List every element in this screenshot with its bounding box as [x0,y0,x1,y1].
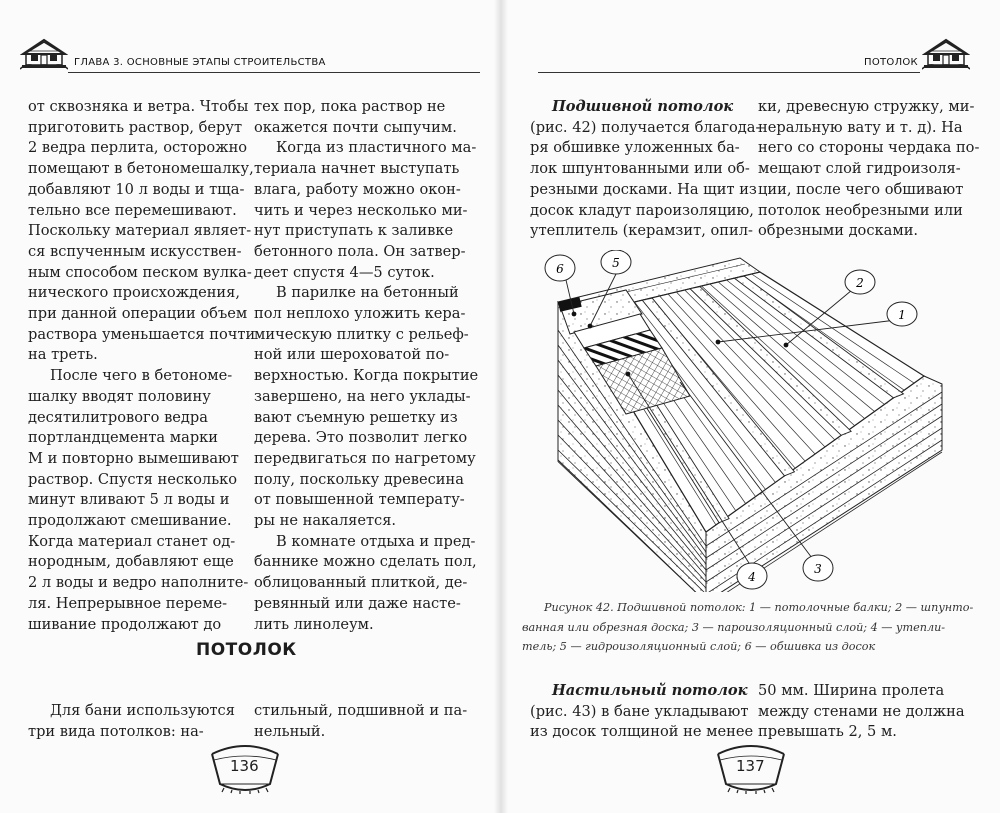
text-line: баннике можно сделать пол, [254,553,477,571]
text-column-1 [530,97,761,242]
text-line: десятилитрового ведра [28,408,208,426]
text-line: обрезными досками. [758,222,919,240]
text-line: тех пор, пока раствор не [254,98,446,115]
text-line: завершено, на него уклады- [254,387,471,405]
svg-text:6: 6 [556,262,564,276]
text-line: М и повторно вымешивают [28,449,239,467]
text-line: потолок необрезными или [758,201,963,219]
running-head: ПОТОЛОК [864,57,918,68]
text-line: нического происхождения, [28,284,241,302]
text-line: деет спустя 4—5 суток. [254,263,435,281]
text-line: от сквозняка и ветра. Чтобы [28,98,249,115]
text-line: ным способом песком вулка- [28,263,252,281]
text-line: лок шпунтованными или об- [530,160,750,178]
callout-3 [803,555,833,581]
text-line: неральную вату и т. д). На [758,118,963,136]
text-line: портландцемента марки [28,429,219,447]
text-line: ля. Непрерывное переме- [28,594,228,612]
text-line: После чего в бетономе- [50,367,233,385]
text-line: ры не накаляется. [254,512,397,530]
text-line: облицованный плиткой, де- [254,574,468,592]
callout-6 [545,255,575,281]
text-line: ки, древесную стружку, ми- [758,98,975,115]
bathhouse-logo-icon [20,38,68,70]
text-line: добавляют 10 л воды и тща- [28,180,245,198]
text-line: приготовить раствор, берут [28,118,243,136]
text-line: ной или шероховатой по- [254,346,450,364]
text-line: чить и через несколько ми- [254,201,468,219]
text-line: стильный, подшивной и па- [254,702,468,719]
text-line: при данной операции объем [28,305,248,323]
right-page [500,0,1000,813]
bottom-text-column-1 [530,681,754,743]
text-column-1 [28,97,256,635]
text-line: 2 л воды и ведро наполните- [28,574,249,592]
text-line: верхностью. Когда покрытие [254,367,479,385]
text-line: резными досками. На щит из [530,180,757,198]
header-rule [538,72,920,73]
text-line: досок кладут пароизоляцию, [530,201,754,219]
text-line: него со стороны чердака по- [758,139,980,157]
text-line: от повышенной температу- [254,491,465,509]
text-line: между стенами не должна [758,702,965,720]
text-column-2 [254,97,479,635]
ceiling-diagram [530,250,970,592]
text-line: нельный. [254,722,326,740]
text-line: пол неплохо уложить кера- [254,305,466,323]
text-line: Поскольку материал являет- [28,222,252,240]
text-line: окажется почти сыпучим. [254,118,457,136]
text-line: териала начнет выступать [254,160,460,178]
figure-caption [522,598,974,657]
text-line: (рис. 42) получается благода- [530,118,761,136]
text-line: раствор. Спустя несколько [28,470,238,488]
text-line: В комнате отдыха и пред- [276,532,476,550]
text-column-2 [758,97,980,242]
text-line: тель; 5 — гидроизоляционный слой; 6 — обшивка из досок [522,640,876,653]
subsection-title: Подшивной потолок [552,98,734,115]
svg-text:2: 2 [856,276,864,290]
text-line: влага, работу можно окон- [254,180,461,198]
text-line: три вида потолков: на- [28,722,204,740]
text-line: помещают в бетономешалку, [28,160,254,178]
text-line: бетонного пола. Он затвер- [254,242,466,260]
text-line: передвигаться по нагретому [254,449,476,467]
text-line: нородным, добавляют еще [28,553,234,571]
text-line: из досок толщиной не менее [530,723,754,741]
bottom-text-column-2 [758,681,972,743]
callout-5 [601,250,631,274]
text-line: шалку вводят половину [28,387,211,405]
callout-4 [737,563,767,589]
text-line: лить линолеум. [254,615,374,633]
text-line: раствора уменьшается почти [28,325,256,343]
text-line: нут приступать к заливке [254,222,454,240]
bottom-text-column-1 [28,701,235,742]
text-line: В парилке на бетонный [276,284,459,302]
text-line: мещают слой гидроизоля- [758,160,961,178]
text-line: дерева. Это позволит легко [254,429,468,447]
text-line: ря обшивке уложенных ба- [530,139,740,157]
subsection-title: Настильный потолок [552,682,748,699]
svg-text:1: 1 [898,308,906,322]
svg-text:4: 4 [748,570,756,584]
bottom-text-column-2 [254,701,469,742]
text-line: вают съемную решетку из [254,408,458,426]
page-number: 137 [736,757,765,775]
text-line: минут вливают 5 л воды и [28,491,230,509]
text-line: Рисунок 42. Подшивной потолок: 1 — потолочные балки; 2 — шпунто- [544,601,974,614]
page-number: 136 [230,757,259,775]
text-line: Для бани используются [50,702,235,719]
running-head: ГЛАВА 3. ОСНОВНЫЕ ЭТАПЫ СТРОИТЕЛЬСТВА [74,57,326,68]
text-line: тельно все перемешивают. [28,201,237,219]
text-line: ванная или обрезная доска; 3 — пароизоляционный слой; 4 — утепли- [522,620,946,634]
header-rule [68,72,480,73]
bathhouse-logo-icon [922,38,970,70]
text-line: шивание продолжают до [28,615,222,633]
text-line: 2 ведра перлита, осторожно [28,139,248,157]
text-line: ся вспученным искусствен- [28,242,242,260]
callout-2 [845,270,875,294]
text-line: 50 мм. Ширина пролета [758,682,945,699]
text-line: мическую плитку с рельеф- [254,325,469,343]
text-line: Когда материал станет од- [28,532,236,550]
text-line: полу, поскольку древесина [254,470,464,488]
text-line: превышать 2, 5 м. [758,723,897,741]
svg-text:3: 3 [814,562,822,576]
text-line: на треть. [28,346,98,364]
text-line: (рис. 43) в бане укладывают [530,702,749,720]
text-line: Когда из пластичного ма- [276,139,477,157]
text-line: ревянный или даже насте- [254,594,461,612]
callout-1 [887,302,917,326]
text-line: продолжают смешивание. [28,512,232,530]
section-heading: ПОТОЛОК [196,640,297,660]
svg-text:5: 5 [612,256,620,270]
text-line: ции, после чего обшивают [758,180,964,198]
text-line: утеплитель (керамзит, опил- [530,222,753,240]
